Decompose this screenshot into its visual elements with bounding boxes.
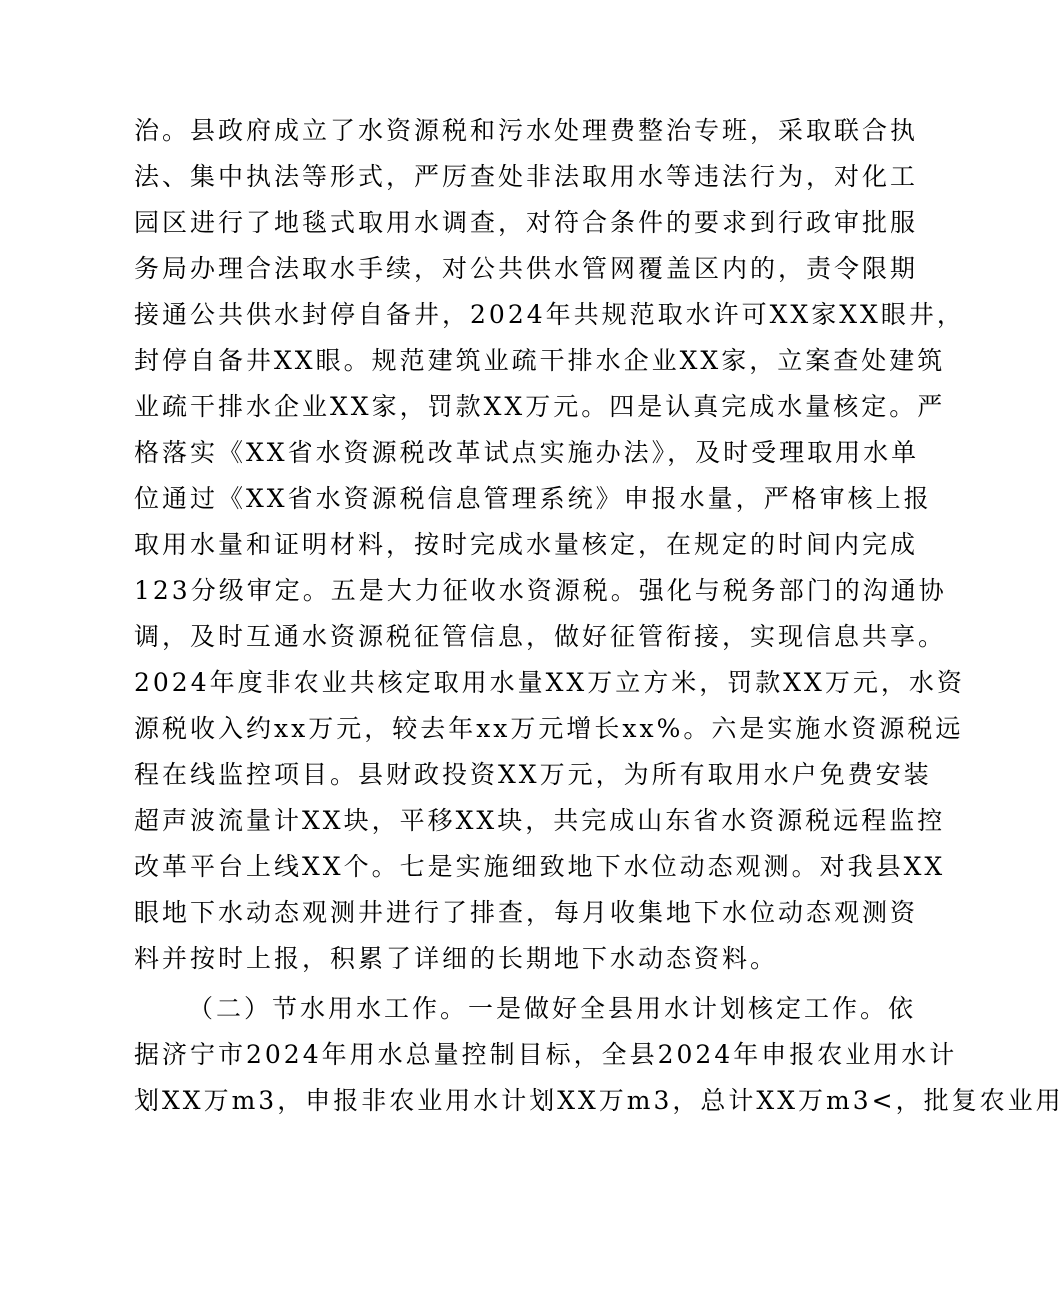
text-line: 123分级审定。五是大力征收水资源税。强化与税务部门的沟通协 [134, 576, 947, 605]
text-line: 调，及时互通水资源税征管信息，做好征管衔接，实现信息共享。 [134, 622, 947, 651]
text-line: 程在线监控项目。县财政投资XX万元，为所有取用水户免费安装 [134, 760, 932, 789]
text-line: 法、集中执法等形式，严厉查处非法取用水等违法行为，对化工 [134, 162, 919, 191]
text-line: 眼地下水动态观测井进行了排查，每月收集地下水位动态观测资 [134, 898, 919, 927]
text-line: 取用水量和证明材料，按时完成水量核定，在规定的时间内完成 [134, 530, 919, 559]
document-body [134, 108, 1064, 1124]
text-line: 园区进行了地毯式取用水调查，对符合条件的要求到行政审批服 [134, 208, 919, 237]
text-line: 务局办理合法取水手续，对公共供水管网覆盖区内的，责令限期 [134, 254, 919, 283]
text-line: 接通公共供水封停自备井，2024年共规范取水许可XX家XX眼井， [134, 300, 965, 329]
text-line: 位通过《XX省水资源税信息管理系统》申报水量，严格审核上报 [134, 484, 932, 513]
text-line: 封停自备井XX眼。规范建筑业疏干排水企业XX家，立案查处建筑 [134, 346, 946, 375]
text-line: 超声波流量计XX块，平移XX块，共完成山东省水资源税远程监控 [134, 806, 946, 835]
text-line: 2024年度非农业共核定取用水量XX万立方米，罚款XX万元，水资 [134, 668, 965, 697]
text-line: 划XX万m3，申报非农业用水计划XX万m3，总计XX万m3<，批复农业用 [134, 1086, 1064, 1115]
text-line: 业疏干排水企业XX家，罚款XX万元。四是认真完成水量核定。严 [134, 392, 946, 421]
text-line: 料并按时上报，积累了详细的长期地下水动态资料。 [134, 944, 779, 973]
paragraph-1 [134, 108, 965, 982]
text-line: 改革平台上线XX个。七是实施细致地下水位动态观测。对我县XX [134, 852, 946, 881]
text-line: 治。县政府成立了水资源税和污水处理费整治专班，采取联合执 [134, 116, 919, 145]
text-line: 格落实《XX省水资源税改革试点实施办法》，及时受理取用水单 [134, 438, 920, 467]
text-line: 源税收入约xx万元，较去年xx万元增长xx%。六是实施水资源税远 [134, 714, 964, 743]
paragraph-2 [134, 986, 1064, 1124]
text-line: （二）节水用水工作。一是做好全县用水计划核定工作。依 [188, 994, 917, 1023]
text-line: 据济宁市2024年用水总量控制目标，全县2024年申报农业用水计 [134, 1040, 958, 1069]
